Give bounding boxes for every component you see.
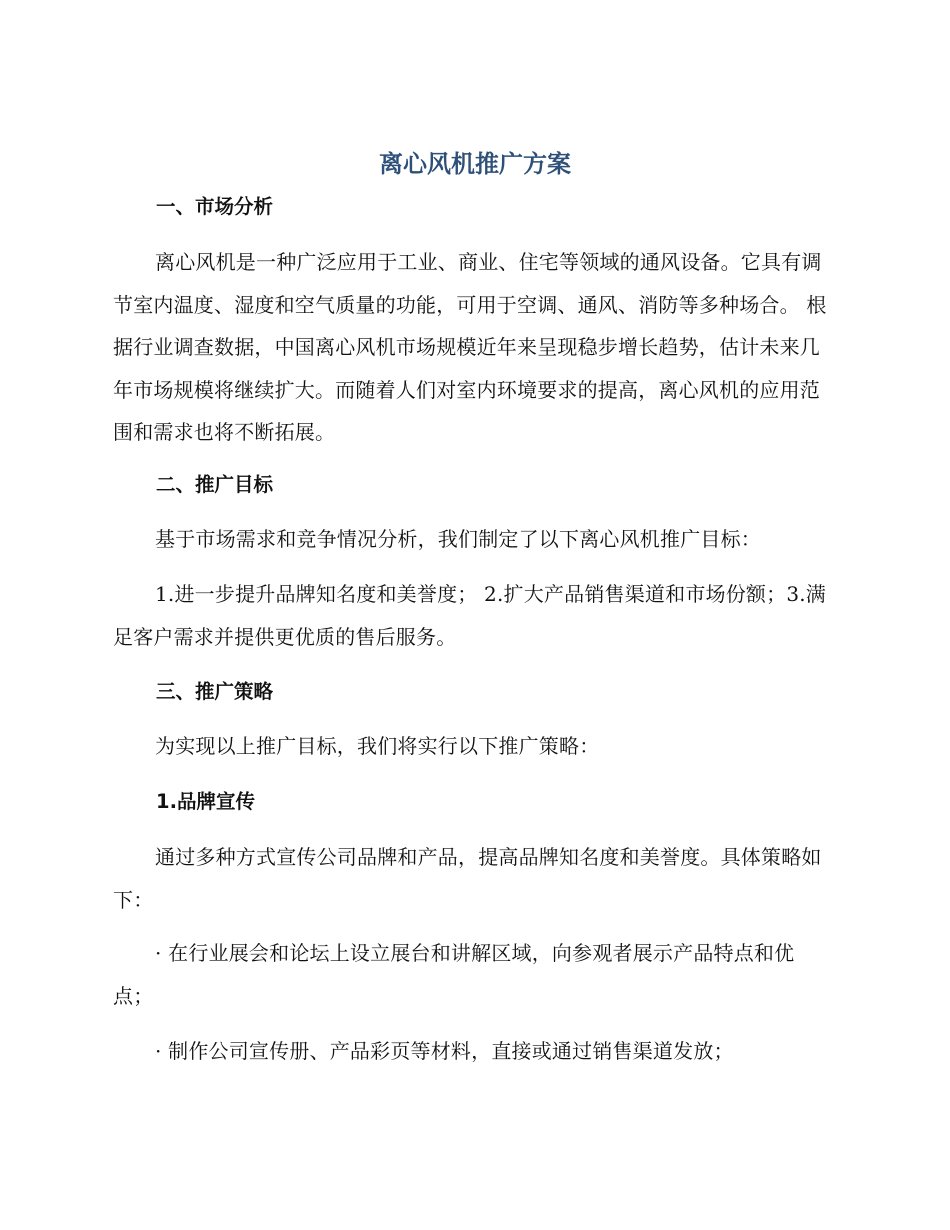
bullet-item-exhibition: · 在行业展会和论坛上设立展台和讲解区域，向参观者展示产品特点和优点； <box>113 941 795 1008</box>
document-title: 离心风机推广方案 <box>379 150 571 178</box>
paragraph-brand-promotion: 通过多种方式宣传公司品牌和产品，提高品牌知名度和美誉度。具体策略如下： <box>113 845 822 912</box>
section-heading-market-analysis: 一、市场分析 <box>156 195 274 218</box>
bullet-item-brochure: · 制作公司宣传册、产品彩页等材料，直接或通过销售渠道发放； <box>155 1039 734 1063</box>
paragraph-strategy-intro: 为实现以上推广目标，我们将实行以下推广策略： <box>155 734 600 758</box>
paragraph-goals-intro: 基于市场需求和竞争情况分析，我们制定了以下离心风机推广目标： <box>155 527 761 551</box>
paragraph-market-analysis: 离心风机是一种广泛应用于工业、商业、住宅等领域的通风设备。它具有调节室内温度、湿度和空气质量的功能，可用于空调、通风、消防等多种场合。 根据行业调查数据，中国离心风机市场规模近年来呈现稳步增长趋势，估计未来几年市场规模将继续扩大。而随着人们对室内环境要求的提高，离心风机的应用范围和需求也将不断拓展。 <box>113 250 827 444</box>
section-heading-promotion-strategy: 三、推广策略 <box>156 680 274 703</box>
section-heading-promotion-goals: 二、推广目标 <box>156 473 274 496</box>
subsection-heading-brand-promotion: 1.品牌宣传 <box>156 790 255 813</box>
paragraph-goals-list: 1.进一步提升品牌知名度和美誉度； 2.扩大产品销售渠道和市场份额；3.满足客户需求并提供更优质的售后服务。 <box>113 582 827 649</box>
